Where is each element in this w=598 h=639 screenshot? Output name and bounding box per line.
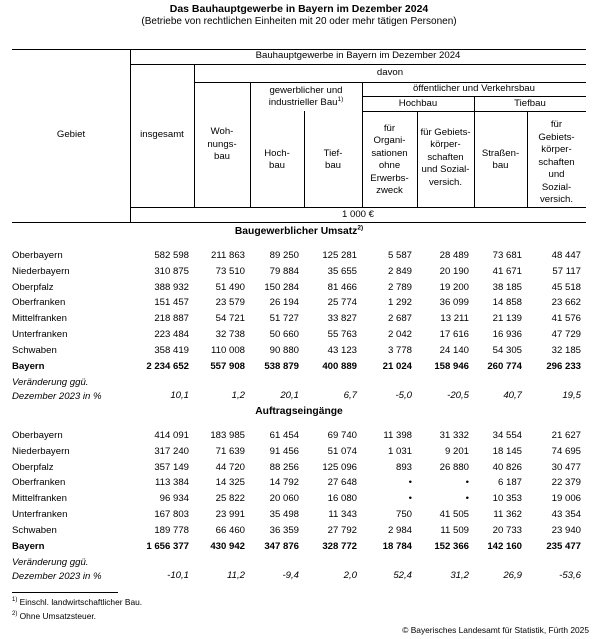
cell-value: 19 200 bbox=[439, 281, 469, 293]
cell-value: 14 325 bbox=[215, 477, 245, 489]
cell-value: 33 827 bbox=[327, 313, 357, 325]
cell-value: 28 489 bbox=[439, 250, 469, 261]
cell-value: 23 662 bbox=[551, 297, 581, 309]
header-oeffentlicher-bau: öffentlicher und Verkehrsbau bbox=[413, 82, 535, 94]
row-label: Oberbayern bbox=[12, 250, 63, 261]
cell-value: 223 484 bbox=[154, 329, 189, 340]
cell-value: 31,2 bbox=[450, 570, 469, 582]
cell-value: 32 185 bbox=[551, 344, 581, 356]
cell-value: 357 149 bbox=[154, 461, 189, 473]
cell-value: 66 460 bbox=[215, 524, 245, 536]
cell-value: 26 880 bbox=[439, 461, 469, 473]
row-label: Oberbayern bbox=[12, 430, 63, 441]
cell-value: 41 576 bbox=[551, 313, 581, 325]
row-label: Niederbayern bbox=[12, 445, 70, 457]
row-label: Bayern bbox=[12, 540, 45, 552]
cell-value: 47 729 bbox=[551, 329, 581, 340]
section-title-2: Auftragseingänge bbox=[255, 406, 343, 417]
cell-value: 73 681 bbox=[492, 250, 522, 261]
table-row bbox=[0, 296, 598, 311]
cell-value: 235 477 bbox=[546, 540, 581, 552]
cell-value: 45 518 bbox=[551, 281, 581, 293]
cell-value: 90 880 bbox=[269, 344, 299, 356]
cell-value: 24 140 bbox=[439, 344, 469, 356]
cell-value: 150 284 bbox=[264, 281, 299, 293]
cell-value: 16 936 bbox=[492, 329, 522, 340]
cell-value: 11 362 bbox=[493, 509, 522, 520]
cell-value: 71 639 bbox=[215, 445, 245, 457]
row-label: Oberfranken bbox=[12, 477, 66, 489]
cell-value: 50 660 bbox=[269, 329, 299, 340]
header-strassenbau: Straßen- bau bbox=[481, 147, 520, 171]
header-gebiet: Gebiet bbox=[56, 128, 86, 140]
table-row bbox=[0, 461, 598, 476]
cell-value: 22 379 bbox=[551, 477, 581, 489]
cell-value: 13 211 bbox=[440, 313, 469, 325]
header-hochbau-group: Hochbau bbox=[398, 97, 438, 109]
cell-value: 10 353 bbox=[492, 493, 522, 505]
row-label: Schwaben bbox=[12, 524, 57, 536]
cell-value: -53,6 bbox=[559, 570, 581, 582]
cell-value: 14 858 bbox=[492, 297, 522, 309]
cell-value: 2,0 bbox=[343, 570, 357, 582]
cell-value: 20 733 bbox=[492, 524, 522, 536]
cell-value: 189 778 bbox=[154, 524, 189, 536]
header-organisationen: für Organi- sationen ohne Erwerbs- zweck bbox=[370, 122, 409, 196]
change-row bbox=[0, 375, 598, 403]
cell-value: 538 879 bbox=[264, 360, 299, 372]
header-unit: 1 000 € bbox=[341, 208, 374, 220]
cell-value: 51 074 bbox=[327, 445, 357, 457]
cell-value: 582 598 bbox=[154, 250, 189, 261]
cell-value: 19,5 bbox=[562, 390, 581, 402]
header-tiefbau-group: Tiefbau bbox=[514, 97, 546, 109]
cell-value: 2 234 652 bbox=[146, 360, 189, 372]
table-row bbox=[0, 312, 598, 327]
cell-value: -10,1 bbox=[167, 570, 189, 582]
cell-value: 125 281 bbox=[322, 250, 357, 261]
cell-value: 23 579 bbox=[215, 297, 245, 309]
copyright: © Bayerisches Landesamt für Statistik, Fürth 2025 bbox=[402, 625, 589, 635]
header-tiefbau: Tief- bau bbox=[323, 147, 343, 171]
cell-value: 5 587 bbox=[387, 250, 412, 261]
cell-value: 11 509 bbox=[440, 524, 469, 536]
cell-value: 6,7 bbox=[343, 390, 357, 402]
header-gebietskoerperschaften-hoch: für Gebiets- körper- schaften und Sozial- versich. bbox=[420, 126, 471, 188]
row-label: Niederbayern bbox=[12, 265, 70, 277]
header-gewerblicher-bau: gewerblicher und industrieller Bau$^{1)}$ bbox=[268, 84, 344, 108]
cell-value: 1 031 bbox=[387, 445, 412, 457]
cell-value: 211 863 bbox=[211, 250, 245, 261]
total-row bbox=[0, 360, 598, 375]
cell-value: 125 096 bbox=[322, 461, 357, 473]
table-row bbox=[0, 445, 598, 460]
cell-value: 414 091 bbox=[154, 430, 189, 441]
cell-value: 81 466 bbox=[327, 281, 357, 293]
cell-value: 11,2 bbox=[227, 570, 245, 582]
cell-value: 2 042 bbox=[387, 329, 412, 340]
footnote-2: $^{2)}$ Ohne Umsatzsteuer. bbox=[12, 611, 97, 621]
cell-value: • bbox=[408, 477, 412, 489]
cell-value: -20,5 bbox=[447, 390, 469, 402]
row-label: Unterfranken bbox=[12, 329, 68, 340]
table-row bbox=[0, 344, 598, 359]
table-row bbox=[0, 429, 598, 444]
row-label: Schwaben bbox=[12, 344, 57, 356]
cell-value: 388 932 bbox=[154, 281, 189, 293]
cell-value: 14 792 bbox=[269, 477, 299, 489]
cell-value: 750 bbox=[395, 509, 412, 520]
cell-value: 1 656 377 bbox=[146, 540, 189, 552]
cell-value: -5,0 bbox=[395, 390, 412, 402]
cell-value: 40,7 bbox=[503, 390, 522, 402]
table-row bbox=[0, 508, 598, 523]
cell-value: 41 671 bbox=[492, 265, 522, 277]
cell-value: 61 454 bbox=[269, 430, 299, 441]
table-row bbox=[0, 281, 598, 296]
cell-value: 25 822 bbox=[215, 493, 245, 505]
cell-value: 430 942 bbox=[210, 540, 245, 552]
table-row bbox=[0, 492, 598, 507]
row-label: Veränderung ggü. Dezember 2023 in % bbox=[12, 377, 102, 403]
cell-value: 25 774 bbox=[327, 297, 357, 309]
cell-value: 57 117 bbox=[552, 265, 581, 277]
header-insgesamt: insgesamt bbox=[140, 128, 184, 140]
row-label: Unterfranken bbox=[12, 509, 68, 520]
cell-value: 21 627 bbox=[551, 430, 581, 441]
cell-value: 110 008 bbox=[211, 344, 245, 356]
cell-value: 26,9 bbox=[503, 570, 522, 582]
cell-value: 20 060 bbox=[269, 493, 299, 505]
cell-value: 260 774 bbox=[487, 360, 522, 372]
row-label: Veränderung ggü. Dezember 2023 in % bbox=[12, 557, 102, 583]
header-davon: davon bbox=[376, 66, 404, 78]
rule-h-2 bbox=[130, 64, 586, 65]
cell-value: 21 139 bbox=[492, 313, 522, 325]
row-label: Bayern bbox=[12, 360, 45, 372]
rule-h-7 bbox=[12, 222, 586, 223]
cell-value: 17 616 bbox=[439, 329, 469, 340]
cell-value: 73 510 bbox=[215, 265, 245, 277]
header-top: Bauhauptgewerbe in Bayern im Dezember 2024 bbox=[255, 49, 461, 61]
cell-value: • bbox=[408, 493, 412, 505]
header-gebietskoerperschaften-tief: für Gebiets- körper- schaften und Sozial- versich. bbox=[538, 119, 575, 206]
cell-value: 27 792 bbox=[327, 524, 357, 536]
cell-value: 11 398 bbox=[383, 430, 412, 441]
cell-value: 69 740 bbox=[327, 430, 357, 441]
cell-value: 48 447 bbox=[551, 250, 581, 261]
cell-value: 31 332 bbox=[439, 430, 469, 441]
cell-value: 358 419 bbox=[154, 344, 189, 356]
cell-value: 23 991 bbox=[215, 509, 245, 520]
cell-value: • bbox=[465, 477, 469, 489]
cell-value: -9,4 bbox=[282, 570, 299, 582]
cell-value: 310 875 bbox=[154, 265, 189, 277]
row-label: Oberpfalz bbox=[12, 281, 54, 293]
table-row bbox=[0, 328, 598, 343]
cell-value: 328 772 bbox=[322, 540, 357, 552]
cell-value: 893 bbox=[395, 461, 412, 473]
cell-value: 41 505 bbox=[439, 509, 469, 520]
table-row bbox=[0, 524, 598, 539]
cell-value: 152 366 bbox=[434, 540, 469, 552]
cell-value: 16 080 bbox=[327, 493, 357, 505]
table-subtitle: (Betriebe von rechtlichen Einheiten mit 20 oder mehr tätigen Personen) bbox=[141, 16, 457, 27]
cell-value: 183 985 bbox=[210, 430, 245, 441]
cell-value: 96 934 bbox=[159, 493, 189, 505]
cell-value: 23 940 bbox=[551, 524, 581, 536]
cell-value: 43 123 bbox=[327, 344, 357, 356]
cell-value: 40 826 bbox=[492, 461, 522, 473]
table-row bbox=[0, 265, 598, 280]
cell-value: 557 908 bbox=[210, 360, 245, 372]
header-wohnungsbau: Woh- nungs- bau bbox=[207, 126, 237, 163]
cell-value: 3 778 bbox=[387, 344, 412, 356]
row-label: Mittelfranken bbox=[12, 313, 67, 325]
cell-value: • bbox=[465, 493, 469, 505]
table-row bbox=[0, 476, 598, 491]
cell-value: 18 145 bbox=[492, 445, 522, 457]
cell-value: 89 250 bbox=[269, 250, 299, 261]
cell-value: 51 490 bbox=[215, 281, 245, 293]
cell-value: 400 889 bbox=[322, 360, 357, 372]
cell-value: 79 884 bbox=[269, 265, 299, 277]
cell-value: 55 763 bbox=[327, 329, 357, 340]
cell-value: 2 849 bbox=[387, 265, 412, 277]
cell-value: 317 240 bbox=[154, 445, 189, 457]
table-row bbox=[0, 249, 598, 264]
cell-value: 21 024 bbox=[382, 360, 412, 372]
change-row bbox=[0, 555, 598, 583]
cell-value: 11 343 bbox=[328, 509, 357, 520]
total-row bbox=[0, 540, 598, 555]
cell-value: 34 554 bbox=[492, 430, 522, 441]
cell-value: 38 185 bbox=[492, 281, 522, 293]
cell-value: 27 648 bbox=[327, 477, 357, 489]
cell-value: 9 201 bbox=[444, 445, 469, 457]
cell-value: 52,4 bbox=[393, 570, 412, 582]
cell-value: 26 194 bbox=[269, 297, 299, 309]
cell-value: 32 738 bbox=[215, 329, 245, 340]
cell-value: 36 359 bbox=[269, 524, 299, 536]
table-title: Das Bauhauptgewerbe in Bayern im Dezember 2024 bbox=[169, 3, 429, 15]
cell-value: 296 233 bbox=[546, 360, 581, 372]
cell-value: 30 477 bbox=[551, 461, 581, 473]
cell-value: 91 456 bbox=[269, 445, 299, 457]
cell-value: 1 292 bbox=[387, 297, 412, 309]
cell-value: 1,2 bbox=[231, 390, 245, 402]
cell-value: 44 720 bbox=[215, 461, 245, 473]
cell-value: 10,1 bbox=[170, 390, 189, 402]
cell-value: 51 727 bbox=[269, 313, 299, 325]
footnote-1: $^{1)}$ Einschl. landwirtschaftlicher Bau. bbox=[12, 597, 143, 607]
cell-value: 74 695 bbox=[551, 445, 581, 457]
cell-value: 151 457 bbox=[154, 297, 189, 309]
cell-value: 6 187 bbox=[497, 477, 522, 489]
cell-value: 218 887 bbox=[154, 313, 189, 325]
cell-value: 19 006 bbox=[551, 493, 581, 505]
header-hochbau: Hoch- bau bbox=[264, 147, 290, 171]
cell-value: 43 354 bbox=[551, 509, 581, 520]
row-label: Oberfranken bbox=[12, 297, 66, 309]
row-label: Oberpfalz bbox=[12, 461, 54, 473]
cell-value: 20 190 bbox=[439, 265, 469, 277]
cell-value: 167 803 bbox=[154, 509, 189, 520]
cell-value: 54 721 bbox=[215, 313, 245, 325]
section-title-1: Baugewerblicher Umsatz$^{2)}$ bbox=[234, 224, 364, 237]
cell-value: 113 384 bbox=[155, 477, 189, 489]
cell-value: 2 687 bbox=[387, 313, 412, 325]
cell-value: 347 876 bbox=[264, 540, 299, 552]
cell-value: 54 305 bbox=[492, 344, 522, 356]
cell-value: 2 984 bbox=[387, 524, 412, 536]
cell-value: 88 256 bbox=[269, 461, 299, 473]
cell-value: 20,1 bbox=[280, 390, 299, 402]
cell-value: 35 498 bbox=[269, 509, 299, 520]
cell-value: 35 655 bbox=[327, 265, 357, 277]
rule-bottom bbox=[12, 592, 118, 593]
cell-value: 2 789 bbox=[387, 281, 412, 293]
row-label: Mittelfranken bbox=[12, 493, 67, 505]
cell-value: 142 160 bbox=[487, 540, 522, 552]
cell-value: 158 946 bbox=[434, 360, 469, 372]
cell-value: 18 784 bbox=[382, 540, 412, 552]
cell-value: 36 099 bbox=[439, 297, 469, 309]
